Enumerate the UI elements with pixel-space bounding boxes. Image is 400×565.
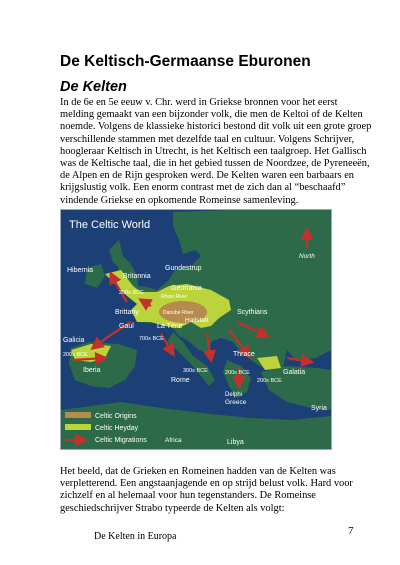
legend-migrations: Celtic Migrations [95,437,147,444]
label-gaul: Gaul [119,323,134,330]
label-iberia: Iberia [83,367,101,374]
celtic-world-map [60,209,332,450]
label-thrace: Thrace [233,351,255,358]
label-libya: Libya [227,439,244,446]
legend-origins: Celtic Origins [95,413,137,420]
map-legend [65,412,147,444]
label-britannia: Britannia [123,273,151,280]
label-delphi: Delphi [225,392,243,398]
page-number: 7 [348,525,354,537]
closing-paragraph: Het beeld, dat de Grieken en Romeinen hadden van de Kelten was verpletterend. Een angstaanjagende en op strijd belust volk. Hard voor zichzelf en al helemaal voor hun tegenstanders. De Romeinse geschiedschrijver Strabo typeerde de Kelten als volgt: [60,466,353,514]
legend-swatch-heyday [65,424,91,430]
label-700s-bce: 700s BCE [139,336,164,342]
label-scythians: Scythians [237,309,268,316]
map-title: The Celtic World [69,219,151,231]
label-200s-bce-west: 200s BCE [63,352,88,358]
document-title: De Keltisch-Germaanse Eburonen [60,53,311,70]
section-heading: De Kelten [60,79,127,95]
label-200s-bce-north: 200s BCE [119,290,144,296]
label-syria: Syria [311,405,327,412]
label-greece: Greece [225,399,247,406]
label-200s-bce-balkan: 200s BCE [225,370,250,376]
label-galicia: Galicia [63,337,85,344]
page-footer: De Kelten in Europa [94,531,177,542]
label-gundestrup: Gundestrup [165,265,202,272]
label-germania: Germania [171,285,202,292]
label-rome: Rome [171,377,190,384]
label-brittany: Brittany [115,309,139,316]
label-danube-river: Danube River [163,310,194,316]
label-hibernia: Hibernia [67,267,94,274]
label-rhine-river: Rhine River [161,294,188,300]
label-200s-bce-anatolia: 200s BCE [257,378,282,384]
label-africa: Africa [165,437,182,444]
legend-heyday: Celtic Heyday [95,425,139,432]
label-hallstatt: Hallstatt [185,317,209,324]
legend-swatch-origins [65,412,91,418]
label-300s-bce: 300s BCE [183,368,208,374]
label-galatia: Galatia [283,369,306,376]
label-la-tene: La Tène [157,323,183,330]
intro-paragraph: In de 6e en 5e eeuw v. Chr. werd in Griekse bronnen voor het eerst melding gemaakt van een bijzonder volk, die men de Keltoi of de Kelten noemde. Volgens de klassieke historici bestond dit volk uit een grote groep verschillende stammen met dezelfde taal en cultuur. Volgens Schrijver, hoogleraar Keltisch in Utrecht, is het Keltisch een taalgroep. Het Gallisch was de Keltische taal, die in het gebied tussen de Noordzee, de Pyreneeën, de Alpen en de Rijn gesproken werd. De Kelten waren een barbaars en krijgslustig volk. Een enorm contrast met de zich dan al “beschaafd” vindende Griekse en opkomende Romeinse samenleving. [60,97,372,206]
north-label: North [299,253,315,260]
